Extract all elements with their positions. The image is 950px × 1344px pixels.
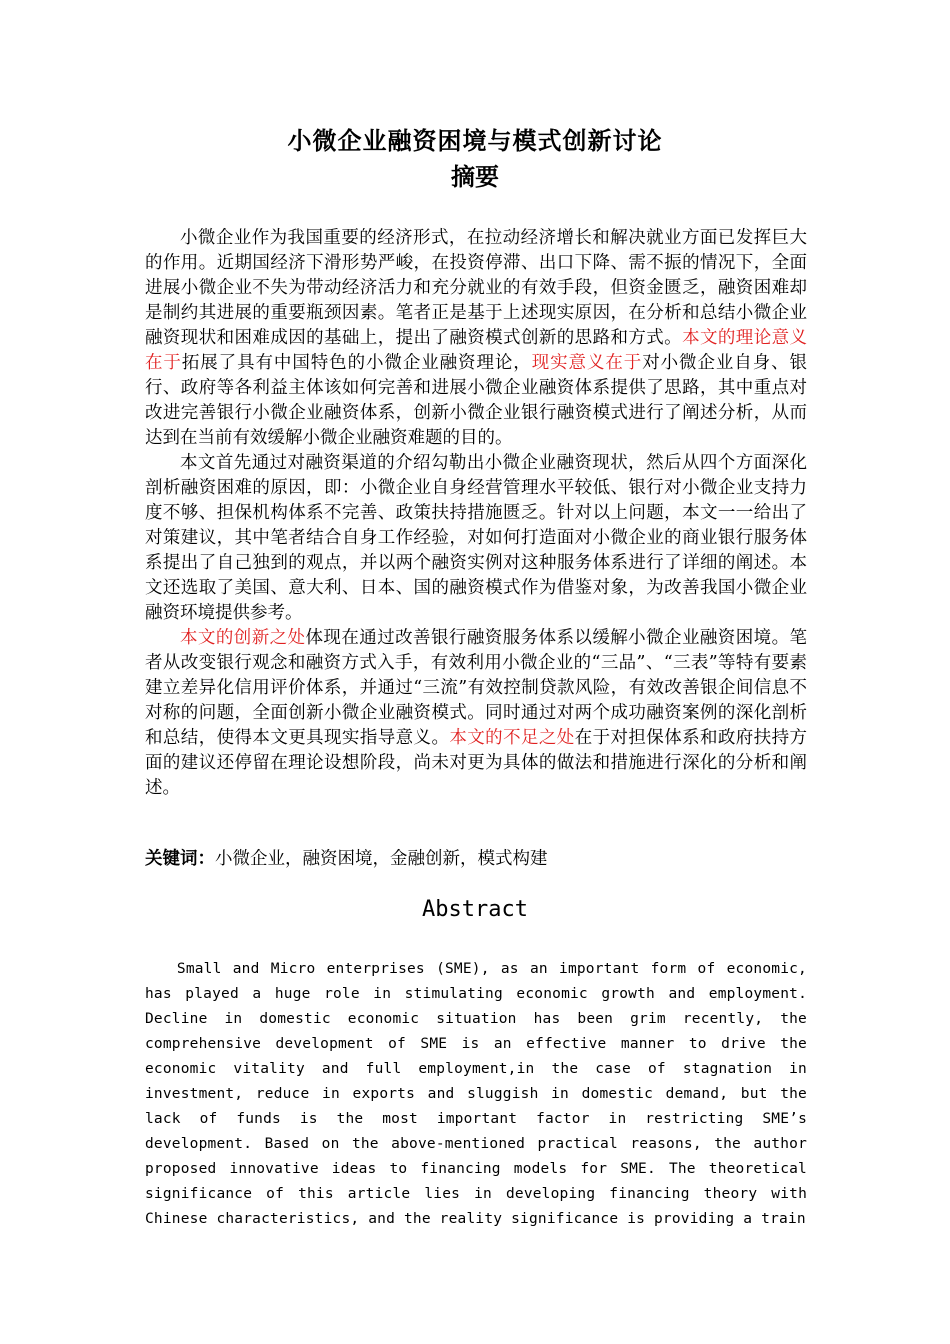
keywords-label: 关键词： [145, 849, 215, 869]
keywords-value: 小微企业，融资困境，金融创新，模式构建 [215, 849, 548, 869]
highlight-practical-significance: 现实意义在于 [531, 353, 643, 373]
cn-text-span: 小微企业作为我国重要的经济形式，在拉动经济增长和解决就业方面已发挥巨大的作用。近期国经济下滑形势严峻，在投资停滞、出口下降、需不振的情况下，全面进展小微企业不失为带动经济活力和充分就业的有效手段，但资金匮乏，融资困难却是制约其进展的重要瓶颈因素。笔者正是基于上述现实原因，在分析和总结小微企业融资现状和困难成因的基础上，提出了融资模式创新的思路和方式。 [145, 228, 807, 348]
cn-paragraph-3 [145, 626, 807, 801]
cn-text-span: 对小微企业自身、银行、政府等各利益主体该如何完善和进展小微企业融资体系提供了思路，其中重点对改进完善银行小微企业融资体系，创新小微企业银行融资模式进行了阐述分析，从而达到在当前有效缓解小微企业融资难题的目的。 [145, 353, 808, 448]
cn-text-span: 本文首先通过对融资渠道的介绍勾勒出小微企业融资现状，然后从四个方面深化剖析融资困难的原因，即：小微企业自身经营管理水平较低、银行对小微企业支持力度不够、担保机构体系不完善、政策扶持措施匮乏。针对以上问题，本文一一给出了对策建议，其中笔者结合自身工作经验，对如何打造面对小微企业的商业银行服务体系提出了自己独到的观点，并以两个融资实例对这种服务体系进行了详细的阐述。本文还选取了美国、意大利、日本、国的融资模式作为借鉴对象，为改善我国小微企业融资环境提供参考。 [145, 453, 807, 623]
abstract-heading-cn: 摘要 [451, 162, 499, 191]
highlight-shortcoming: 本文的不足之处 [449, 728, 575, 748]
cn-paragraph-2 [145, 451, 807, 626]
cn-text-span: 体现在通过改善银行融资服务体系以缓解小微企业融资困境。笔者从改变银行观念和融资方式入手，有效利用小微企业的“三品”、“三表”等特有要素建立差异化信用评价体系，并通过“三流”有效控制贷款风险，有效改善银企间信息不对称的问题，全面创新小微企业融资模式。同时通过对两个成功融资案例的深化剖析和总结，使得本文更具现实指导意义。 [145, 628, 808, 748]
cn-paragraph-1 [145, 226, 807, 451]
abstract-heading-en: Abstract [422, 897, 528, 922]
chinese-abstract-body [145, 226, 807, 801]
cn-text-span: 拓展了具有中国特色的小微企业融资理论， [181, 353, 532, 373]
highlight-innovation: 本文的创新之处 [180, 628, 306, 648]
en-paragraph-1: Small and Micro enterprises (SME), as an important form of economic, has played a huge role in stimulating economic growth and employment. Decline in domestic economic situation has been grim recently, the comprehensive development of SME is an effective manner to drive the economic vitality and full employment,in the case of stagnation in investment, reduce in exports and sluggish in domestic demand, but the lack of funds is the most important factor in restricting SME’s development. Based on the above-mentioned practical reasons, the author proposed innovative ideas to financing models for SME. The theoretical significance of this article lies in developing financing theory with Chinese characteristics, and the reality significance is providing a train [145, 961, 807, 1227]
highlight-theoretical-significance: 本文的理论意义在于 [145, 328, 808, 373]
cn-text-span: 在于对担保体系和政府扶持方面的建议还停留在理论设想阶段，尚未对更为具体的做法和措施进行深化的分析和阐述。 [145, 728, 808, 798]
paper-title: 小微企业融资困境与模式创新讨论 [287, 126, 663, 155]
english-abstract-body [145, 957, 807, 1232]
keywords-line [145, 847, 807, 872]
